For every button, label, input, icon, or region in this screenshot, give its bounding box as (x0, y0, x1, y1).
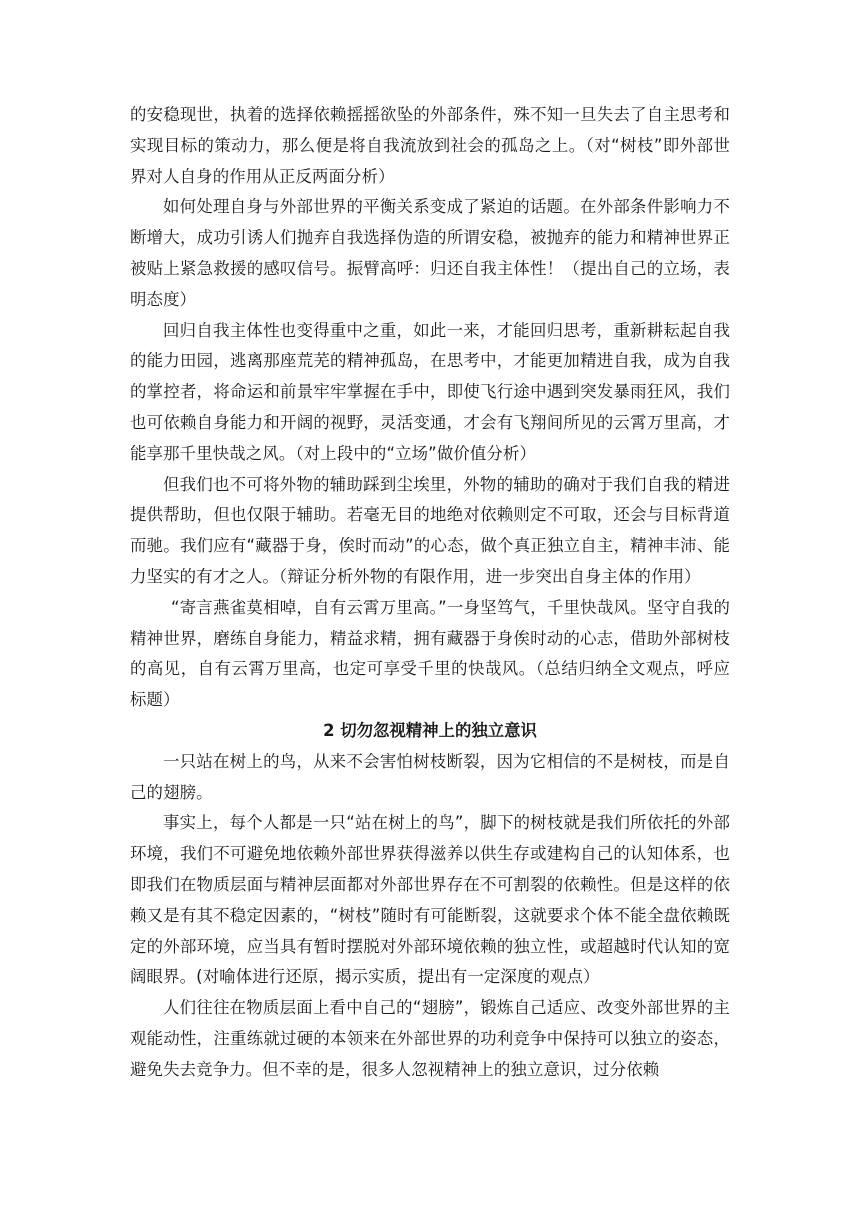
paragraph-7: 事实上，每个人都是一只“站在树上的鸟”，脚下的树枝就是我们所依托的外部环境，我们不可避免地依赖外部世界获得滋养以供生存或建构自己的认知体系，也即我们在物质层面与精神层面都对外部世界存在不可割裂的依赖性。但是这样的依赖又是有其不稳定因素的，“树枝”随时有可能断裂，这就要求个体不能全盘依赖既定的外部环境，应当具有暂时摆脱对外部环境依赖的独立性，或超越时代认知的宽阔眼界。(对喻体进行还原，揭示实质，提出有一定深度的观点） (130, 813, 730, 987)
paragraph-6: 一只站在树上的鸟，从来不会害怕树枝断裂，因为它相信的不是树枝，而是自己的翅膀。 (130, 751, 730, 802)
paragraph-2: 如何处理自身与外部世界的平衡关系变成了紧迫的话题。在外部条件影响力不断增大，成功引诱人们抛弃自我选择伪造的所谓安稳，被抛弃的能力和精神世界正被贴上紧急救援的感叹信号。振臂高呼：归还自我主体性！（提出自己的立场，表明态度） (130, 197, 730, 309)
paragraph-4: 但我们也不可将外物的辅助踩到尘埃里，外物的辅助的确对于我们自我的精进提供帮助，但也仅限于辅助。若毫无目的地绝对依赖则定不可取，还会与目标背道而驰。我们应有“藏器于身，俟时而动”的心态，做个真正独立自主，精神丰沛、能力坚实的有才之人。（辩证分析外物的有限作用，进一步突出自身主体的作用） (130, 474, 730, 586)
paragraph-1: 的安稳现世，执着的选择依赖摇摇欲坠的外部条件，殊不知一旦失去了自主思考和实现目标的策动力，那么便是将自我流放到社会的孤岛之上。（对“树枝”即外部世界对人自身的作用从正反两面分析） (130, 105, 730, 186)
section-heading: 2 切勿忽视精神上的独立意识 (323, 720, 537, 740)
paragraph-3: 回归自我主体性也变得重中之重，如此一来，才能回归思考，重新耕耘起自我的能力田园，逃离那座荒芜的精神孤岛，在思考中，才能更加精进自我，成为自我的掌控者，将命运和前景牢牢掌握在手中，即使飞行途中遇到突发暴雨狂风，我们也可依赖自身能力和开阔的视野，灵活变通，才会有飞翔间所见的云霄万里高，才能享那千里快哉之风。（对上段中的“立场”做价值分析） (130, 320, 730, 463)
paragraph-5: “寄言燕雀莫相啅，自有云霄万里高。”一身坚笃气，千里快哉风。坚守自我的精神世界，磨练自身能力，精益求精，拥有藏器于身俟时动的心志，借助外部树枝的高见，自有云霄万里高，也定可享受千里的快哉风。（总结归纳全文观点，呼应标题） (130, 597, 730, 710)
document-page (130, 100, 730, 1086)
paragraph-8: 人们往往在物质层面上看中自己的“翅膀”，锻炼自己适应、改变外部世界的主观能动性，注重练就过硬的本领来在外部世界的功利竞争中保持可以独立的姿态，避免失去竞争力。但不幸的是，很多人忽视精神上的独立意识，过分依赖 (130, 998, 730, 1079)
